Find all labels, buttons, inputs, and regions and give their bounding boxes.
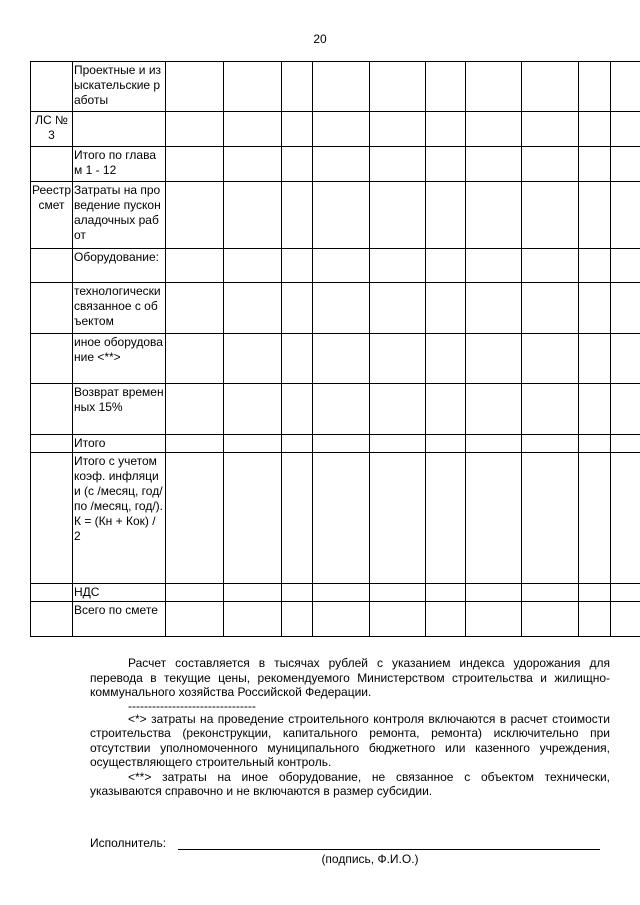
table-row bbox=[31, 62, 640, 112]
executor-block bbox=[90, 836, 610, 850]
row-label: Итого bbox=[73, 435, 166, 453]
note-separator: -------------------------------- bbox=[128, 698, 256, 713]
row-code bbox=[31, 62, 73, 112]
signature-line bbox=[178, 849, 600, 850]
table-row bbox=[31, 147, 640, 182]
row-label: Итого с учетом коэф. инфляции (с /месяц, год/ по /месяц, год/). К = (Кн + Кок) / 2 bbox=[73, 453, 166, 584]
row-code: ЛС № 3 bbox=[31, 112, 73, 147]
row-label: Всего по смете bbox=[73, 602, 166, 637]
row-label: технологически связанное с объектом bbox=[73, 283, 166, 334]
row-code bbox=[31, 584, 73, 602]
cost-table bbox=[30, 61, 640, 637]
row-code bbox=[31, 384, 73, 435]
table-row bbox=[31, 584, 640, 602]
row-label: Проектные и изыскательские работы bbox=[73, 62, 166, 112]
page-number: 20 bbox=[313, 32, 327, 46]
row-code bbox=[31, 249, 73, 283]
row-label: НДС bbox=[73, 584, 166, 602]
row-label bbox=[73, 112, 166, 147]
table-row bbox=[31, 602, 640, 637]
table-row bbox=[31, 283, 640, 334]
row-code bbox=[31, 283, 73, 334]
note-paragraph: Расчет составляется в тысячах рублей с указанием индекса удорожания для перевода в текущие цены, рекомендуемого Министерством строительства и жилищно-коммунального хозяйства Российской Федерации. bbox=[90, 656, 610, 699]
table-row bbox=[31, 384, 640, 435]
table-row bbox=[31, 334, 640, 384]
row-code bbox=[31, 334, 73, 384]
row-code bbox=[31, 147, 73, 182]
table-row bbox=[31, 249, 640, 283]
signature-hint: (подпись, Ф.И.О.) bbox=[321, 852, 419, 866]
notes bbox=[90, 656, 610, 799]
row-label: Итого по главам 1 - 12 bbox=[73, 147, 166, 182]
row-code: Реестр смет bbox=[31, 182, 73, 249]
note-paragraph: <**> затраты на иное оборудование, не связанное с объектом технически, указываются справочно и не включаются в размер субсидии. bbox=[90, 769, 610, 798]
row-label: Оборудование: bbox=[73, 249, 166, 283]
row-code bbox=[31, 453, 73, 584]
executor-label: Исполнитель: bbox=[90, 836, 167, 850]
row-label: иное оборудование <**> bbox=[73, 334, 166, 384]
table-row bbox=[31, 435, 640, 453]
row-code bbox=[31, 602, 73, 637]
row-code bbox=[31, 435, 73, 453]
note-paragraph: <*> затраты на проведение строительного контроля включаются в расчет стоимости строительства (реконструкции, капитального ремонта, ремонта) исключительно при отсутствии уполномоченного муниципального бюджетного или казенного учреждения, осуществляющего строительный контроль. bbox=[90, 711, 610, 769]
row-label: Затраты на проведение пусконаладочных работ bbox=[73, 182, 166, 249]
row-label: Возврат временных 15% bbox=[73, 384, 166, 435]
table-row bbox=[31, 112, 640, 147]
table-row bbox=[31, 182, 640, 249]
table-row bbox=[31, 453, 640, 584]
